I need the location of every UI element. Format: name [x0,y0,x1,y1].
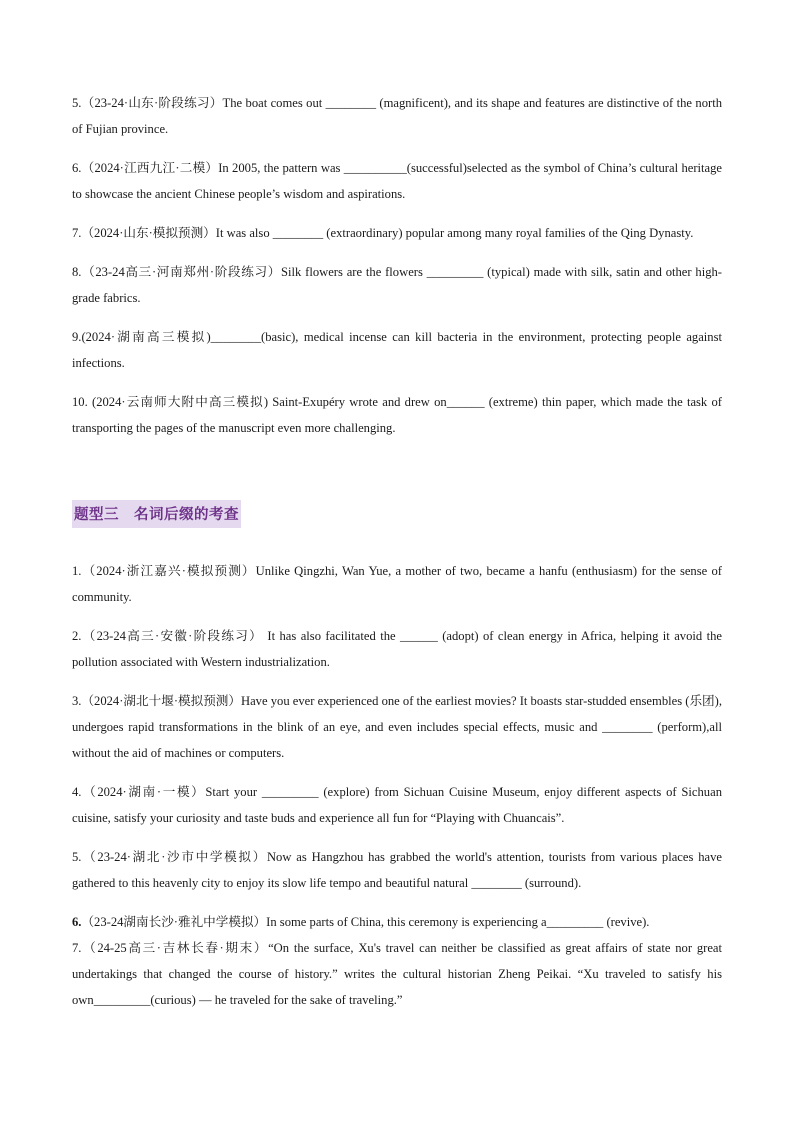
question-item [72,324,722,376]
question-item [72,779,722,831]
question-item [72,220,722,246]
question-text: 6.（2024·江西九江·二模）In 2005, the pattern was __________(successful)selected as the symbol of China’s cultural heritage to showcase the ancient Chinese people’s wisdom and aspirations. [72,161,722,201]
question-item [72,90,722,142]
question-text: 7.（24-25高三·吉林长春·期末）“On the surface, Xu's travel can neither be classified as great affairs of state nor great undertakings that changed the course of history.” writes the cultural historian Zheng Peikai. “Xu traveled to satisfy his own_________(curious) — he traveled for the sake of traveling.” [72,941,722,1007]
question-item [72,389,722,441]
question-text: 5.（23-24·山东·阶段练习）The boat comes out ________ (magnificent), and its shape and features are distinctive of the north of Fujian province. [72,96,722,136]
question-text: 5.（23-24·湖北·沙市中学模拟）Now as Hangzhou has grabbed the world's attention, tourists from various places have gathered to this heavenly city to enjoy its slow life tempo and beautiful natural ________ (surround). [72,850,722,890]
question-item [72,935,722,1013]
question-text: 9.(2024·湖南高三模拟)________(basic), medical incense can kill bacteria in the environment, protecting people against infections. [72,330,722,370]
question-item [72,688,722,766]
question-text: 7.（2024·山东·模拟预测）It was also ________ (extraordinary) popular among many royal families of the Qing Dynasty. [72,226,694,240]
question-item [72,844,722,896]
question-item [72,623,722,675]
question-text: 4.（2024·湖南·一模）Start your _________ (explore) from Sichuan Cuisine Museum, enjoy different aspects of Sichuan cuisine, satisfy your curiosity and taste buds and experience all fun for “Playing with Chuancais”. [72,785,722,825]
question-body: （23-24湖南长沙·雅礼中学模拟）In some parts of China, this ceremony is experiencing a_________ (revive). [81,915,650,929]
question-text: 3.（2024·湖北十堰·模拟预测）Have you ever experienced one of the earliest movies? It boasts star-studded ensembles (乐团), undergoes rapid transformations in the blink of an eye, and even includes special effects, music and ________ (perform),all without the aid of machines or computers. [72,694,722,760]
question-text: 2.（23-24高三·安徽·阶段练习） It has also facilitated the ______ (adopt) of clean energy in Africa, helping it avoid the pollution associated with Western industrialization. [72,629,722,669]
section-heading: 题型三 名词后缀的考查 [72,500,241,528]
question-item [72,259,722,311]
question-item [72,558,722,610]
question-number: 6. [72,915,82,929]
question-text: 8.（23-24高三·河南郑州·阶段练习）Silk flowers are the flowers _________ (typical) made with silk, satin and other high-grade fabrics. [72,265,722,305]
question-text [72,909,722,935]
question-item [72,155,722,207]
question-text: 10. (2024·云南师大附中高三模拟) Saint-Exupéry wrote and drew on______ (extreme) thin paper, which made the task of transporting the pages of the manuscript even more challenging. [72,395,722,435]
document-page [72,90,722,1013]
question-item [72,909,722,935]
question-text: 1.（2024·浙江嘉兴·模拟预测）Unlike Qingzhi, Wan Yue, a mother of two, became a hanfu (enthusiasm) for the sense of community. [72,564,722,604]
